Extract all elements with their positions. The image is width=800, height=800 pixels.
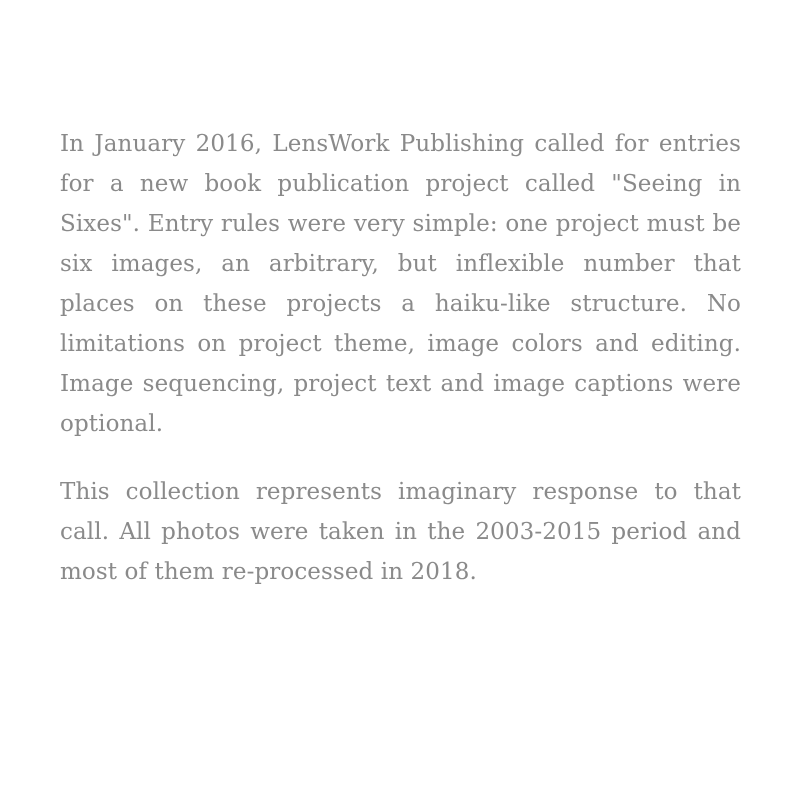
intro-paragraph: In January 2016, LensWork Publishing called for entries for a new book publication project called "Seeing in Sixes". Entry rules were very simple: one project must be six images, an arbitrary, but inflexible number that places on these projects a haiku-like structure. No limitations on project theme, image colors and editing. Image sequencing, project text and image captions were optional. <box>60 131 741 437</box>
collection-paragraph: This collection represents imaginary response to that call. All photos were taken in the 2003-2015 period and most of them re-processed in 2018. <box>60 479 741 585</box>
text-block <box>60 124 741 592</box>
